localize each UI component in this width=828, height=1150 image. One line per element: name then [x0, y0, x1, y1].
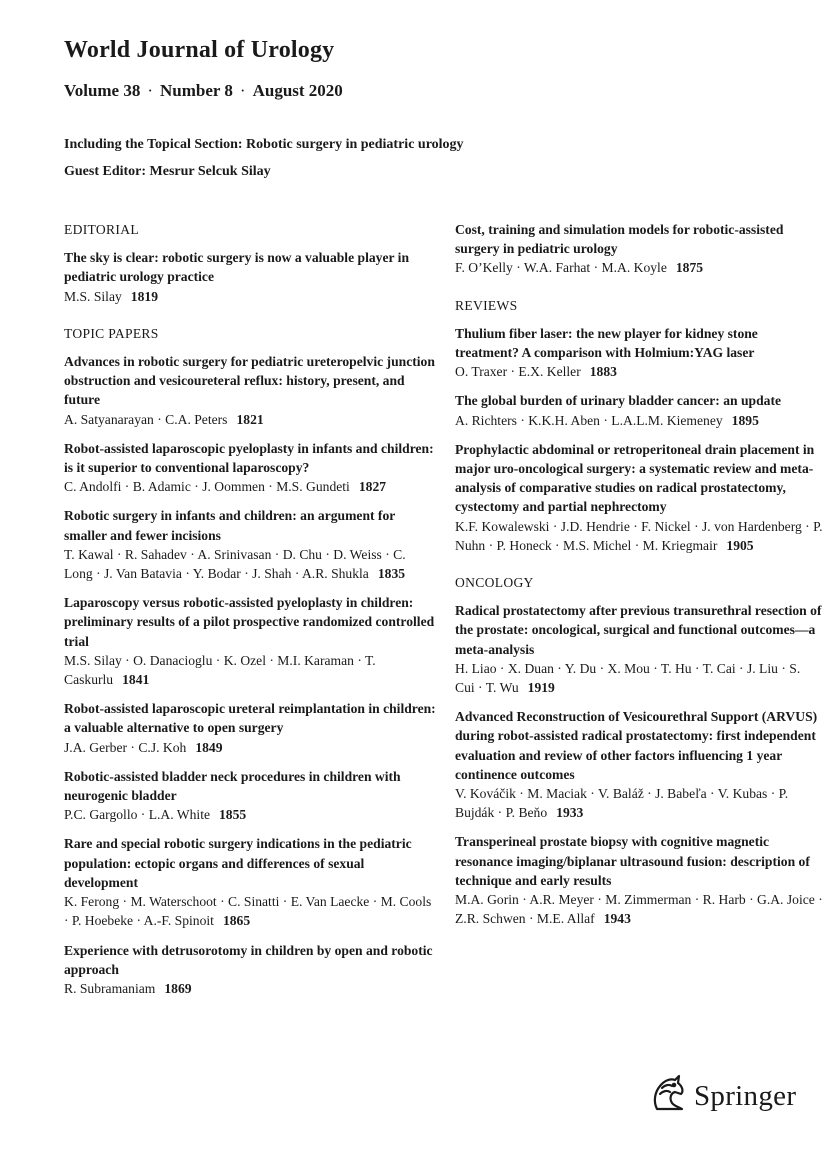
reviews-articles	[455, 324, 823, 555]
article-page: 1919	[527, 680, 555, 696]
article-title: Robotic-assisted bladder neck procedures in children with neurogenic bladder	[64, 768, 401, 804]
article-authors: K.F. Kowalewski · J.D. Hendrie · F. Nickel · J. von Hardenberg · P. Nuhn · P. Honeck · M.S. Michel · M. Kriegmair	[455, 518, 823, 553]
article-byline	[455, 659, 823, 697]
article-page: 1841	[122, 672, 150, 688]
right-column	[455, 220, 823, 939]
article-authors: V. Kováčik · M. Maciak · V. Baláž · J. Babeľa · V. Kubas · P. Bujdák · P. Beňo	[455, 786, 789, 821]
article-title: Thulium fiber laser: the new player for kidney stone treatment? A comparison with Holmium:YAG laser	[455, 325, 758, 361]
article-byline	[64, 805, 436, 824]
article-byline	[64, 651, 436, 689]
section-heading-oncology: ONCOLOGY	[455, 575, 534, 591]
article-page: 1827	[358, 479, 387, 495]
article-entry	[64, 767, 436, 825]
article-authors: O. Traxer · E.X. Keller	[455, 364, 581, 380]
article-page: 1869	[164, 980, 192, 996]
article-byline	[64, 287, 436, 306]
article-byline	[455, 411, 823, 430]
article-title: Robot-assisted laparoscopic pyeloplasty in infants and children: is it superior to conventional laparoscopy?	[64, 440, 434, 476]
section-heading-topic-papers: TOPIC PAPERS	[64, 325, 159, 341]
article-entry	[455, 832, 823, 928]
article-entry	[455, 391, 823, 429]
article-title: Transperineal prostate biopsy with cognitive magnetic resonance imaging/biplanar ultrasound fusion: description of technique and early results	[455, 834, 810, 888]
article-title: The global burden of urinary bladder cancer: an update	[455, 393, 782, 409]
article-entry	[64, 439, 436, 497]
issue-line	[64, 81, 343, 101]
article-page: 1895	[731, 412, 759, 428]
volume: Volume 38	[64, 81, 141, 100]
oncology-articles	[455, 601, 823, 928]
article-entry	[455, 601, 823, 697]
article-byline	[455, 517, 823, 555]
article-authors: A. Richters · K.K.H. Aben · L.A.L.M. Kiemeney	[455, 412, 723, 428]
article-authors: T. Kawal · R. Sahadev · A. Srinivasan · D. Chu · D. Weiss · C. Long · J. Van Batavia · Y. Bodar · J. Shah · A.R. Shukla	[64, 546, 406, 582]
topical-section: Including the Topical Section: Robotic surgery in pediatric urology	[64, 137, 464, 152]
article-title: The sky is clear: robotic surgery is now a valuable player in pediatric urology practice	[64, 250, 410, 285]
article-entry	[64, 352, 436, 429]
guest-editor: Guest Editor: Mesrur Selcuk Silay	[64, 164, 271, 179]
article-title: Radical prostatectomy after previous transurethral resection of the prostate: oncological, surgical and functional outcomes—a meta-analysis	[455, 603, 822, 657]
article-authors: M.S. Silay · O. Danacioglu · K. Ozel · M.I. Karaman · T. Caskurlu	[64, 652, 376, 688]
article-entry	[455, 440, 823, 555]
article-byline	[455, 784, 823, 822]
article-title: Cost, training and simulation models for robotic-assisted surgery in pediatric urology	[455, 222, 784, 257]
article-title: Experience with detrusorotomy in children by open and robotic approach	[64, 942, 433, 977]
editorial-articles	[64, 248, 436, 306]
issue-date: August 2020	[252, 81, 343, 100]
article-page: 1865	[222, 913, 251, 929]
article-page: 1821	[236, 411, 264, 427]
article-authors: J.A. Gerber · C.J. Koh	[64, 739, 187, 755]
article-authors: H. Liao · X. Duan · Y. Du · X. Mou · T. Hu · T. Cai · J. Liu · S. Cui · T. Wu	[455, 660, 801, 696]
article-byline	[64, 738, 436, 757]
article-page: 1855	[219, 807, 247, 823]
springer-horse-icon	[648, 1074, 688, 1119]
article-authors: R. Subramaniam	[64, 980, 156, 996]
article-entry	[455, 324, 823, 382]
article-title: Rare and special robotic surgery indications in the pediatric population: ectopic organs and differences of sexual development	[64, 836, 412, 890]
article-authors: C. Andolfi · B. Adamic · J. Oommen · M.S. Gundeti	[64, 479, 350, 495]
springer-logo	[648, 1074, 796, 1119]
article-byline	[455, 890, 823, 928]
section-heading-reviews: REVIEWS	[455, 297, 518, 313]
separator: ·	[239, 81, 246, 100]
article-entry	[64, 248, 436, 306]
article-byline	[64, 545, 436, 583]
article-byline	[455, 362, 823, 381]
article-entry	[455, 220, 823, 278]
article-title: Prophylactic abdominal or retroperitoneal drain placement in major uro-oncological surgery: a systematic review and meta-analysis of comparative studies on radical prostatectomy, cystectomy and partial nephrectomy	[455, 441, 815, 515]
article-title: Advances in robotic surgery for pediatric ureteropelvic junction obstruction and vesicoureteral reflux: history, present, and future	[64, 354, 435, 408]
article-title: Robot-assisted laparoscopic ureteral reimplantation in children: a valuable alternative to open surgery	[64, 701, 436, 736]
article-entry	[64, 506, 436, 583]
article-byline	[455, 258, 823, 277]
article-title: Advanced Reconstruction of Vesicourethral Support (ARVUS) during robot-assisted radical prostatectomy: first independent evaluation and review of other factors influencing 1 year continence outcomes	[455, 709, 818, 782]
article-byline	[64, 892, 436, 930]
article-entry	[455, 707, 823, 822]
article-page: 1883	[589, 364, 617, 380]
article-page: 1819	[130, 288, 158, 304]
article-title: Laparoscopy versus robotic-assisted pyeloplasty in children: preliminary results of a pilot prospective randomized controlled trial	[64, 595, 435, 649]
article-title: Robotic surgery in infants and children: an argument for smaller and fewer incisions	[64, 508, 396, 543]
article-page: 1943	[603, 911, 631, 927]
article-page: 1849	[195, 739, 223, 755]
article-byline	[64, 477, 436, 496]
article-byline	[64, 410, 436, 429]
article-authors: M.A. Gorin · A.R. Meyer · M. Zimmerman · R. Harb · G.A. Joice · Z.R. Schwen · M.E. Allaf	[455, 892, 823, 927]
article-page: 1875	[675, 260, 704, 276]
article-page: 1835	[377, 566, 406, 582]
article-page: 1905	[726, 537, 754, 553]
article-entry	[64, 593, 436, 689]
article-authors: A. Satyanarayan · C.A. Peters	[64, 411, 228, 427]
separator: ·	[147, 81, 154, 100]
journal-title: World Journal of Urology	[64, 37, 335, 63]
article-authors: P.C. Gargollo · L.A. White	[64, 807, 210, 823]
article-authors: M.S. Silay	[64, 288, 122, 304]
article-entry	[64, 834, 436, 930]
issue-number: Number 8	[160, 81, 233, 100]
article-entry	[64, 941, 436, 999]
article-entry	[64, 699, 436, 757]
article-authors: F. O’Kelly · W.A. Farhat · M.A. Koyle	[455, 260, 667, 276]
section-heading-editorial: EDITORIAL	[64, 222, 139, 237]
article-authors: K. Ferong · M. Waterschoot · C. Sinatti · E. Van Laecke · M. Cools · P. Hoebeke · A.-F. Spinoit	[64, 894, 432, 929]
continued-articles	[455, 220, 823, 278]
article-byline	[64, 979, 436, 998]
topic-papers-articles	[64, 352, 436, 998]
publisher-name: Springer	[694, 1080, 797, 1112]
left-column	[64, 220, 436, 1008]
article-page: 1933	[556, 805, 584, 821]
